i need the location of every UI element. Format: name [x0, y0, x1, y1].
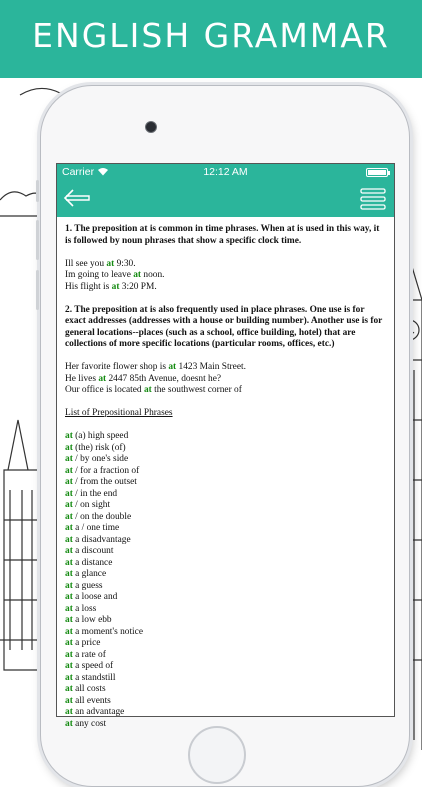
keyword: at	[133, 270, 142, 280]
phrase-text: a speed of	[72, 661, 114, 671]
phrase-item	[65, 604, 385, 616]
phrase-text: a price	[72, 638, 101, 648]
phrase-item	[65, 592, 385, 604]
keyword: at	[65, 454, 73, 464]
app-screen	[56, 163, 395, 729]
phrase-item	[65, 535, 385, 547]
phrase-item	[65, 454, 385, 466]
hamburger-menu-icon[interactable]	[360, 188, 386, 210]
keyword: at	[65, 661, 73, 671]
keyword: at	[65, 615, 73, 625]
keyword: at	[106, 258, 115, 269]
phrase-item	[65, 546, 385, 558]
keyword: at	[65, 718, 73, 729]
sentence-text: He lives	[65, 373, 99, 384]
keyword: at	[65, 500, 73, 510]
phrase-text: a / one time	[72, 523, 120, 533]
section1-examples	[65, 259, 385, 294]
phone-mute-switch	[36, 180, 39, 202]
keyword: at	[143, 385, 152, 395]
phrase-text: / by one's side	[72, 454, 129, 464]
phrase-item	[65, 615, 385, 627]
keyword: at	[65, 707, 73, 717]
front-camera	[145, 121, 157, 133]
phrase-text: a standstill	[72, 672, 116, 683]
status-bar	[57, 164, 394, 181]
phrase-text: an advantage	[72, 707, 125, 717]
phrase-item	[65, 673, 385, 685]
sentence-text: 9:30.	[114, 258, 136, 269]
phrase-list	[65, 431, 385, 730]
keyword: at	[65, 431, 73, 441]
phrase-text: / on sight	[72, 500, 111, 510]
promo-banner	[0, 0, 422, 78]
banner-title: ENGLISH GRAMMAR	[32, 16, 390, 55]
home-button[interactable]	[188, 726, 246, 784]
phrase-item	[65, 707, 385, 719]
keyword: at	[65, 672, 73, 683]
phrase-text: all costs	[72, 684, 106, 694]
keyword: at	[65, 442, 73, 453]
phrase-text: (a) high speed	[72, 431, 129, 441]
phrase-text: a rate of	[72, 649, 106, 660]
keyword: at	[98, 373, 107, 384]
phrase-text: (the) risk (of)	[72, 442, 126, 453]
phrase-item	[65, 650, 385, 662]
phrase-text: a low ebb	[72, 615, 112, 625]
section1-heading: 1. The preposition at is common in time phrases. When at is used in this way, it is followed by noun phrases that show a specific clock time.	[65, 224, 380, 246]
phrase-item	[65, 661, 385, 673]
keyword: at	[65, 626, 73, 637]
phrase-item	[65, 512, 385, 524]
sentence-text: noon.	[141, 270, 165, 280]
phrase-item	[65, 477, 385, 489]
sentence-text: Ill see you	[65, 258, 107, 269]
keyword: at	[65, 557, 73, 568]
example-sentence	[65, 385, 385, 397]
phrase-text: all events	[72, 695, 111, 706]
phrase-item	[65, 696, 385, 708]
phrase-item	[65, 719, 385, 731]
keyword: at	[65, 603, 73, 614]
phrase-text: / in the end	[72, 488, 118, 499]
phone-volume-up	[36, 220, 39, 260]
keyword: at	[168, 362, 177, 372]
keyword: at	[65, 511, 73, 522]
keyword: at	[65, 534, 73, 545]
section2-examples	[65, 362, 385, 397]
sentence-text: 3:20 PM.	[119, 281, 157, 292]
phone-volume-down	[36, 270, 39, 310]
example-sentence	[65, 362, 385, 374]
phrase-text: a loss	[72, 603, 97, 614]
section2-heading: 2. The preposition at is also frequently used in place phrases. One use is for exact addresses (addresses with a house or building number). Another use is for general locations--places (such as a school, office building, hotel) that are collections of more specific locations (particular rooms, offices, etc.)	[65, 304, 383, 349]
keyword: at	[65, 695, 73, 706]
lesson-content	[65, 224, 385, 730]
phrase-text: a discount	[72, 546, 114, 556]
phrase-item	[65, 431, 385, 443]
phrase-text: a disadvantage	[72, 534, 131, 545]
keyword: at	[65, 569, 73, 579]
phrase-item	[65, 523, 385, 535]
keyword: at	[111, 281, 120, 292]
example-sentence	[65, 374, 385, 386]
phrase-item	[65, 638, 385, 650]
sentence-text: His flight is	[65, 281, 112, 292]
phrase-item	[65, 581, 385, 593]
list-heading: List of Prepositional Phrases	[65, 408, 173, 418]
keyword: at	[65, 546, 73, 556]
phrase-text: a guess	[72, 580, 103, 591]
phrase-item	[65, 627, 385, 639]
keyword: at	[65, 477, 73, 487]
keyword: at	[65, 638, 73, 648]
phrase-text: a glance	[72, 569, 107, 579]
phrase-text: a moment's notice	[72, 626, 143, 637]
phrase-item	[65, 443, 385, 455]
example-sentence	[65, 259, 385, 271]
phrase-text: / for a fraction of	[72, 465, 140, 476]
phrase-text: a loose and	[72, 592, 118, 602]
sentence-text: the southwest corner of	[151, 385, 242, 395]
sentence-text: Our office is located	[65, 385, 144, 395]
status-time: 12:12 AM	[203, 166, 248, 178]
phrase-text: / from the outset	[72, 477, 137, 487]
keyword: at	[65, 580, 73, 591]
phrase-text: any cost	[72, 718, 107, 729]
phrase-item	[65, 466, 385, 478]
phrase-item	[65, 500, 385, 512]
phrase-text: a distance	[72, 557, 113, 568]
phrase-text: / on the double	[72, 511, 132, 522]
keyword: at	[65, 684, 73, 694]
keyword: at	[65, 488, 73, 499]
keyword: at	[65, 592, 73, 602]
back-arrow-icon[interactable]	[63, 187, 91, 209]
battery-icon	[366, 168, 388, 177]
sentence-text: 1423 Main Street.	[176, 362, 246, 372]
example-sentence	[65, 282, 385, 294]
example-sentence	[65, 270, 385, 282]
phrase-item	[65, 489, 385, 501]
phrase-item	[65, 569, 385, 581]
keyword: at	[65, 649, 73, 660]
sentence-text: Her favorite flower shop is	[65, 362, 169, 372]
phrase-item	[65, 558, 385, 570]
sentence-text: Im going to leave	[65, 270, 134, 280]
sentence-text: 2447 85th Avenue, doesnt he?	[106, 373, 222, 384]
phrase-item	[65, 684, 385, 696]
nav-bar	[57, 181, 394, 217]
keyword: at	[65, 465, 73, 476]
keyword: at	[65, 523, 73, 533]
carrier-label: Carrier	[62, 166, 95, 178]
